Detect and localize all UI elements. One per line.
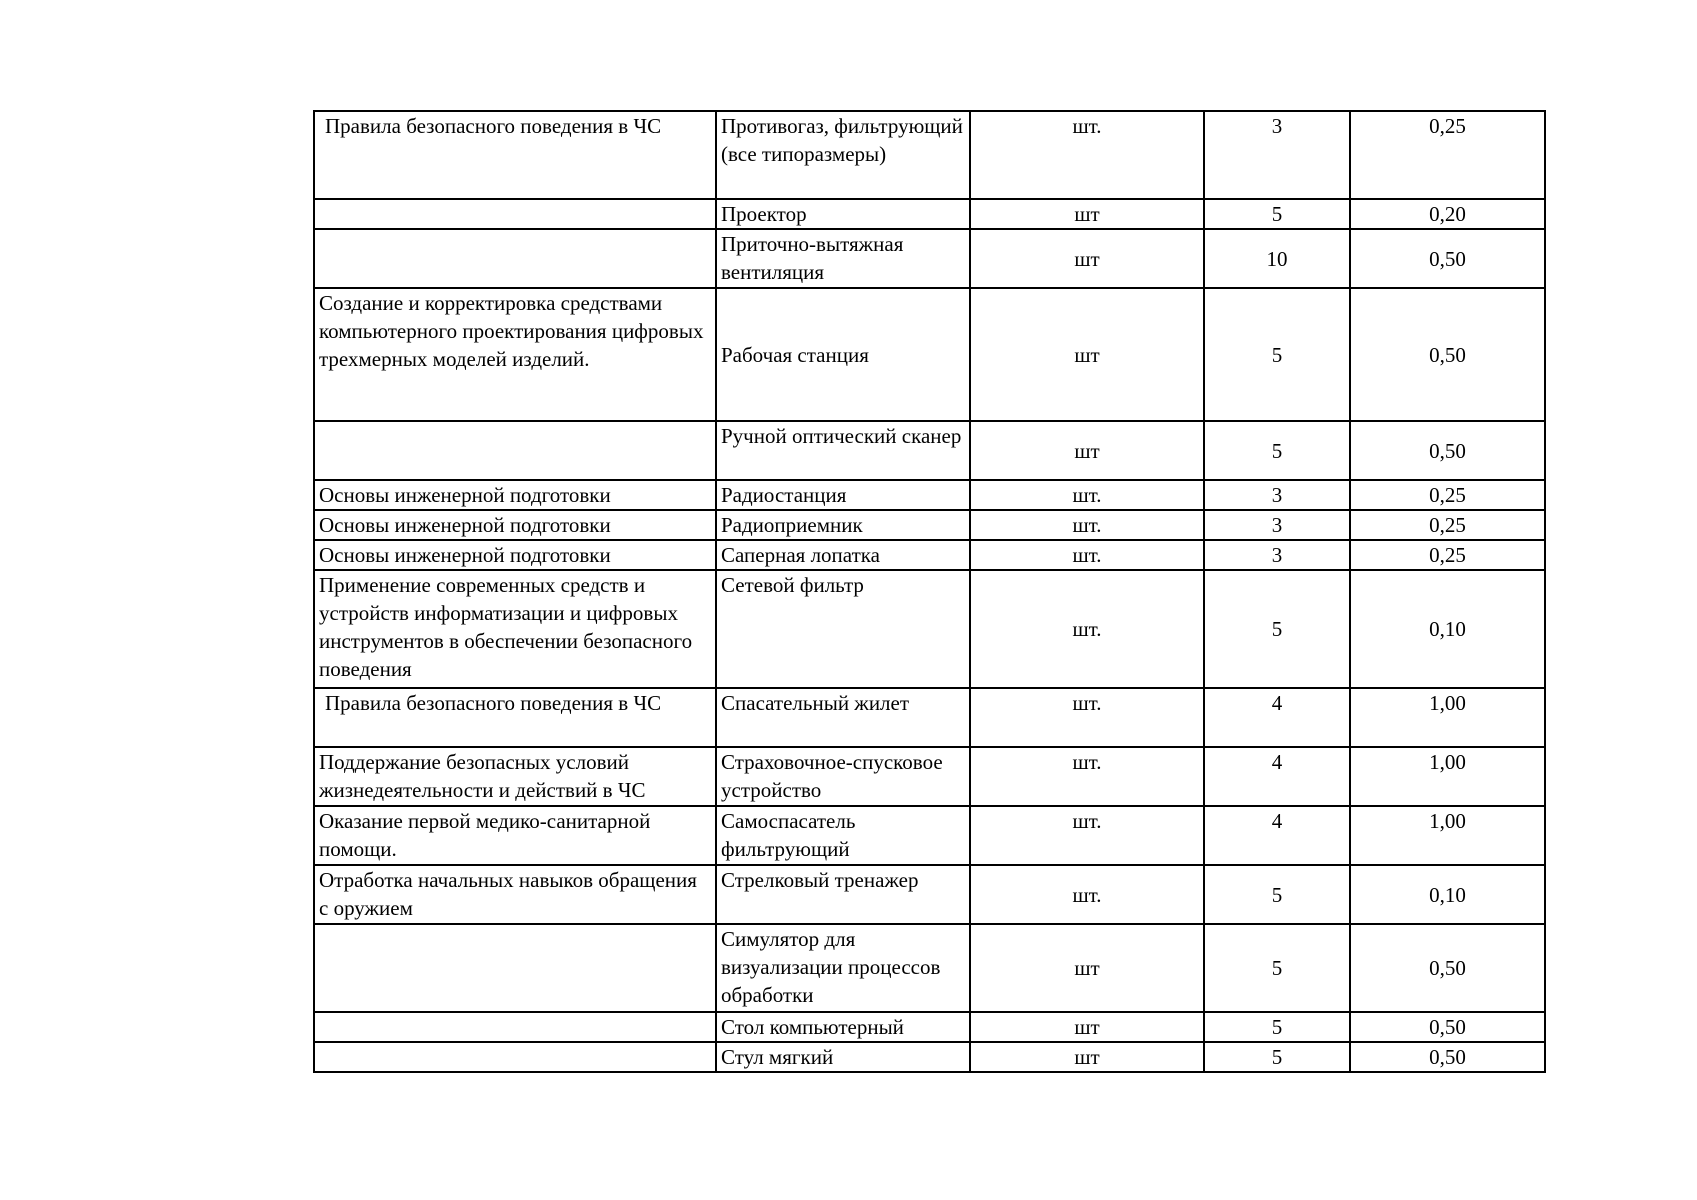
- coef-cell: 1,00: [1350, 747, 1545, 806]
- topic-cell: Поддержание безопасных условий жизнедеятельности и действий в ЧС: [314, 747, 716, 806]
- topic-cell: [314, 924, 716, 1012]
- topic-cell: [314, 199, 716, 229]
- item-cell: Сетевой фильтр: [716, 570, 970, 688]
- item-cell: Симулятор для визуализации процессов обработки: [716, 924, 970, 1012]
- topic-cell: Применение современных средств и устройств информатизации и цифровых инструментов в обеспечении безопасного поведения: [314, 570, 716, 688]
- table-row: [314, 1042, 1545, 1072]
- item-cell: Приточно-вытяжная вентиляция: [716, 229, 970, 288]
- coef-cell: 0,25: [1350, 111, 1545, 199]
- unit-cell: шт.: [970, 806, 1204, 865]
- unit-cell: шт: [970, 924, 1204, 1012]
- table-row: [314, 199, 1545, 229]
- topic-cell: Основы инженерной подготовки: [314, 540, 716, 570]
- item-cell: Ручной оптический сканер: [716, 421, 970, 480]
- item-cell: Рабочая станция: [716, 288, 970, 421]
- qty-cell: 10: [1204, 229, 1350, 288]
- coef-cell: 0,50: [1350, 229, 1545, 288]
- item-cell: Спасательный жилет: [716, 688, 970, 747]
- qty-cell: 3: [1204, 111, 1350, 199]
- topic-cell: Создание и корректировка средствами компьютерного проектирования цифровых трехмерных моделей изделий.: [314, 288, 716, 421]
- unit-cell: шт: [970, 288, 1204, 421]
- topic-cell: Отработка начальных навыков обращения с оружием: [314, 865, 716, 924]
- item-cell: Стрелковый тренажер: [716, 865, 970, 924]
- unit-cell: шт.: [970, 510, 1204, 540]
- qty-cell: 4: [1204, 806, 1350, 865]
- coef-cell: 0,25: [1350, 540, 1545, 570]
- qty-cell: 5: [1204, 288, 1350, 421]
- coef-cell: 0,50: [1350, 1012, 1545, 1042]
- coef-cell: 0,10: [1350, 570, 1545, 688]
- item-cell: Противогаз, фильтрующий (все типоразмеры): [716, 111, 970, 199]
- topic-cell: Правила безопасного поведения в ЧС: [314, 688, 716, 747]
- item-cell: Радиостанция: [716, 480, 970, 510]
- table-row: [314, 288, 1545, 421]
- qty-cell: 5: [1204, 570, 1350, 688]
- table-row: [314, 111, 1545, 199]
- table-row: [314, 480, 1545, 510]
- unit-cell: шт.: [970, 540, 1204, 570]
- table-row: [314, 1012, 1545, 1042]
- unit-cell: шт.: [970, 111, 1204, 199]
- table-row: [314, 421, 1545, 480]
- unit-cell: шт: [970, 1012, 1204, 1042]
- item-cell: Стул мягкий: [716, 1042, 970, 1072]
- item-cell: Самоспасатель фильтрующий: [716, 806, 970, 865]
- unit-cell: шт: [970, 1042, 1204, 1072]
- unit-cell: шт: [970, 199, 1204, 229]
- coef-cell: 0,25: [1350, 480, 1545, 510]
- qty-cell: 5: [1204, 1012, 1350, 1042]
- topic-cell: Правила безопасного поведения в ЧС: [314, 111, 716, 199]
- coef-cell: 1,00: [1350, 688, 1545, 747]
- topic-cell: [314, 1042, 716, 1072]
- topic-cell: Оказание первой медико-санитарной помощи.: [314, 806, 716, 865]
- coef-cell: 0,50: [1350, 1042, 1545, 1072]
- qty-cell: 5: [1204, 924, 1350, 1012]
- table-row: [314, 688, 1545, 747]
- unit-cell: шт.: [970, 480, 1204, 510]
- table-row: [314, 806, 1545, 865]
- coef-cell: 0,50: [1350, 288, 1545, 421]
- qty-cell: 4: [1204, 747, 1350, 806]
- topic-cell: [314, 229, 716, 288]
- topic-cell: [314, 1012, 716, 1042]
- coef-cell: 0,50: [1350, 421, 1545, 480]
- item-cell: Радиоприемник: [716, 510, 970, 540]
- coef-cell: 0,25: [1350, 510, 1545, 540]
- qty-cell: 4: [1204, 688, 1350, 747]
- item-cell: Саперная лопатка: [716, 540, 970, 570]
- qty-cell: 3: [1204, 510, 1350, 540]
- unit-cell: шт.: [970, 688, 1204, 747]
- qty-cell: 5: [1204, 1042, 1350, 1072]
- unit-cell: шт: [970, 421, 1204, 480]
- table-row: [314, 510, 1545, 540]
- topic-cell: Основы инженерной подготовки: [314, 510, 716, 540]
- item-cell: Страховочное-спусковое устройство: [716, 747, 970, 806]
- qty-cell: 5: [1204, 865, 1350, 924]
- equipment-table: [313, 110, 1546, 1073]
- coef-cell: 0,10: [1350, 865, 1545, 924]
- item-cell: Стол компьютерный: [716, 1012, 970, 1042]
- qty-cell: 3: [1204, 480, 1350, 510]
- item-cell: Проектор: [716, 199, 970, 229]
- unit-cell: шт.: [970, 570, 1204, 688]
- coef-cell: 1,00: [1350, 806, 1545, 865]
- topic-cell: [314, 421, 716, 480]
- qty-cell: 3: [1204, 540, 1350, 570]
- coef-cell: 0,50: [1350, 924, 1545, 1012]
- unit-cell: шт.: [970, 747, 1204, 806]
- table-row: [314, 924, 1545, 1012]
- table-row: [314, 540, 1545, 570]
- unit-cell: шт: [970, 229, 1204, 288]
- qty-cell: 5: [1204, 421, 1350, 480]
- unit-cell: шт.: [970, 865, 1204, 924]
- table-row: [314, 570, 1545, 688]
- table-row: [314, 747, 1545, 806]
- table-row: [314, 865, 1545, 924]
- qty-cell: 5: [1204, 199, 1350, 229]
- topic-cell: Основы инженерной подготовки: [314, 480, 716, 510]
- table-row: [314, 229, 1545, 288]
- coef-cell: 0,20: [1350, 199, 1545, 229]
